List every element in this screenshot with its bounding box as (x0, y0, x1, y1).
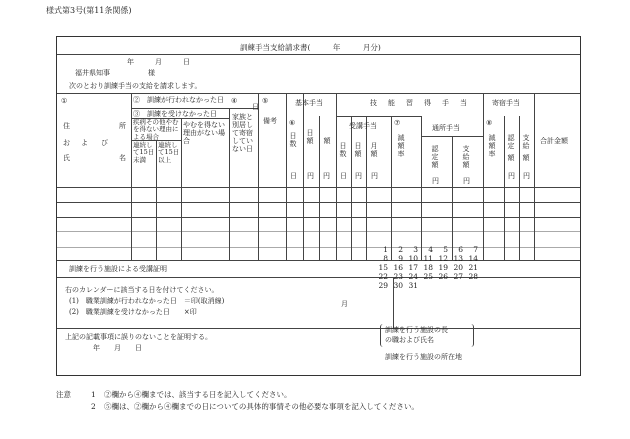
calendar-day: 12 (438, 254, 448, 263)
c1-char-bi: び (101, 139, 108, 147)
tsusho-shikyu-gaku: 支給額 (462, 145, 471, 169)
calendar-day: 27 (453, 272, 463, 281)
note-1-number: 1 (91, 390, 96, 399)
tsusho-header: 通所手当 (432, 124, 460, 132)
tsusho-nintei-gaku: 認定額 (431, 145, 440, 169)
kihon-nissu: 日数 (289, 132, 298, 148)
c3a2-header: 連続して15日以上 (158, 141, 180, 164)
calendar-day: 14 (468, 254, 478, 263)
col-line-15 (483, 93, 484, 260)
col-line-12 (391, 116, 392, 260)
c5-number: ⑤ (262, 97, 269, 105)
c4-header: 家族と別居して寄宿していない日 (232, 113, 253, 154)
certificate-title: 訓練を行う施設による受講証明 (69, 265, 167, 273)
col-line-8 (319, 116, 320, 260)
jukou-getsugaku-unit: 円 (371, 172, 378, 180)
genritsu: 減額率 (397, 134, 406, 158)
facility-head-label-2: の職および氏名 (385, 336, 434, 344)
note-2-text: ⑤欄は、②欄から④欄までの日についての具体的事情その他必要な事項を記入してください。 (104, 402, 419, 411)
calendar-day: 26 (438, 272, 448, 281)
calendar-month: 月 (341, 300, 348, 308)
calendar-day: 8 (383, 254, 388, 263)
c2-day-unit: 日 (252, 103, 259, 111)
c3-header: ③ 訓練を受けなかった日 (133, 110, 217, 118)
kishuku-nintei: 認定 (507, 134, 516, 150)
c3b-header: やむを得ない理由がない場合 (183, 121, 225, 146)
c1-number: ① (61, 97, 68, 105)
calendar-day: 1 (383, 245, 388, 254)
calendar-day: 19 (438, 263, 448, 272)
col-line-2 (156, 140, 157, 260)
header-top-rule (57, 93, 580, 94)
calendar-day: 10 (408, 254, 418, 263)
col-line-7 (303, 93, 304, 260)
kishuku-genritsu: 減額率 (488, 134, 497, 158)
certificate-statement: 上記の記載事項に誤りのないことを証明する。 (65, 333, 212, 341)
col-line-3 (181, 118, 182, 260)
kihon-header: 基本手当 (295, 99, 323, 107)
calendar-day: 5 (443, 245, 448, 254)
certificate-date: 年 月 日 (93, 344, 142, 352)
facility-head-box (380, 324, 474, 347)
kishuku-header: 寄宿手当 (492, 99, 520, 107)
calendar-day: 7 (473, 245, 478, 254)
kishuku-nintei-gaku: 額 (507, 154, 516, 162)
kihon-nichigaku: 日額 (306, 129, 315, 145)
jukou-nissu: 日数 (339, 142, 348, 158)
table-bottom-rule (57, 260, 580, 261)
c1-char-ju: 住 (63, 122, 70, 130)
calendar-day: 16 (393, 263, 403, 272)
kishuku-shikyu-unit: 円 (523, 172, 530, 180)
calendar-day: 15 (378, 263, 388, 272)
calendar-day: 17 (408, 263, 418, 272)
kihon-nissu-unit: 日 (290, 172, 297, 180)
note-1-text: ②欄から④欄までは、該当する日を記入してください。 (104, 390, 292, 399)
calendar-day: 22 (378, 272, 388, 281)
request-date: 年 月 日 (127, 58, 190, 66)
col-line-17 (519, 116, 520, 260)
c1-char-mei: 名 (119, 154, 126, 162)
form-title: 訓練手当支給請求書( 年 月分) (240, 43, 381, 52)
jukou-header: 受講手当 (349, 122, 377, 130)
tsusho-nintei-unit: 円 (432, 177, 439, 185)
jukou-nissu-unit: 日 (340, 172, 347, 180)
col-line-4 (229, 108, 230, 260)
c8-number: ⑧ (486, 119, 493, 127)
form-number: 様式第3号(第11条関係) (46, 6, 132, 15)
calendar-day: 31 (408, 281, 418, 290)
calendar-day: 2 (398, 245, 403, 254)
calendar-day: 11 (423, 254, 433, 263)
col-line-18 (534, 93, 535, 260)
col-line-6 (286, 93, 287, 260)
attendance-calendar (373, 246, 478, 291)
c1-char-sho: 所 (119, 122, 126, 130)
notes-label: 注意 (56, 390, 71, 399)
facility-head-label-1: 訓練を行う施設の長 (385, 326, 448, 334)
calendar-day: 29 (378, 281, 388, 290)
col-line-5 (258, 93, 259, 260)
col-line-9 (336, 93, 337, 260)
calendar-day: 23 (393, 272, 403, 281)
calendar-day: 28 (468, 272, 478, 281)
kishuku-nintei-unit: 円 (508, 172, 515, 180)
rule-c2-c3 (131, 108, 258, 109)
col-line-10 (351, 116, 352, 260)
calendar-day: 9 (398, 254, 403, 263)
c4-number: ④ (231, 97, 238, 105)
certificate-item-2: (2) 職業訓練を受けなかった日 ×印 (69, 308, 197, 316)
calendar-day: 24 (408, 272, 418, 281)
c3a1-header: 連続して15日未満 (133, 141, 155, 164)
col-line-1 (131, 93, 132, 260)
certificate-item-1: (1) 職業訓練が行われなかった日 ＝印(取消線) (69, 297, 225, 305)
col-line-14 (452, 136, 453, 260)
rule-jukou (336, 116, 422, 117)
total-header: 合計金額 (540, 137, 568, 145)
c3a-header: 疾病その他やむを得ない理由による場合 (133, 118, 179, 141)
calendar-day: 25 (423, 272, 433, 281)
calendar-week (373, 273, 478, 282)
calendar-day: 20 (453, 263, 463, 272)
gino-header: 技 能 習 得 手 当 (370, 99, 469, 107)
intro-text: 次のとおり訓練手当の支給を請求します。 (69, 82, 202, 90)
addressee: 福井県知事 (75, 69, 110, 77)
c7-number: ⑦ (394, 119, 401, 127)
kishuku-shikyu: 支給 (522, 134, 531, 150)
note-2-number: 2 (91, 402, 96, 411)
honorific: 様 (148, 69, 155, 77)
calendar-day: 21 (468, 263, 478, 272)
claim-form (56, 36, 581, 376)
jukou-nichigaku-unit: 円 (355, 172, 362, 180)
c6-number: ⑥ (289, 119, 296, 127)
kihon-gaku-unit: 円 (323, 172, 330, 180)
calendar-day: 30 (393, 281, 403, 290)
calendar-day: 3 (413, 245, 418, 254)
calendar-week (373, 282, 478, 291)
certificate-rule (57, 277, 580, 278)
calendar-day: 18 (423, 263, 433, 272)
calendar-day: 13 (453, 254, 463, 263)
kihon-gaku: 額 (323, 137, 332, 145)
jukou-nichigaku: 日額 (354, 142, 363, 158)
kishuku-shikyu-gaku: 額 (522, 154, 531, 162)
c2-header: ② 訓練が行われなかった日 (133, 96, 224, 104)
col-line-11 (366, 116, 367, 260)
calendar-day: 6 (458, 245, 463, 254)
jukou-getsugaku: 月額 (370, 142, 379, 158)
calendar-day: 4 (428, 245, 433, 254)
tsusho-shikyu-unit: 円 (463, 177, 470, 185)
col-line-16 (504, 116, 505, 260)
col-line-13 (421, 116, 422, 260)
c1-char-yo: よ (81, 139, 88, 147)
c5-header: 備考 (263, 117, 277, 125)
facility-address-label: 訓練を行う施設の所在地 (385, 353, 462, 361)
certificate-instruction: 右のカレンダーに該当する日を付けてください。 (65, 286, 219, 294)
statement-rule (57, 328, 580, 329)
title-rule (57, 54, 580, 55)
c1-char-o: お (63, 139, 70, 147)
c1-char-shi: 氏 (63, 154, 70, 162)
kihon-nichigaku-unit: 円 (307, 172, 314, 180)
